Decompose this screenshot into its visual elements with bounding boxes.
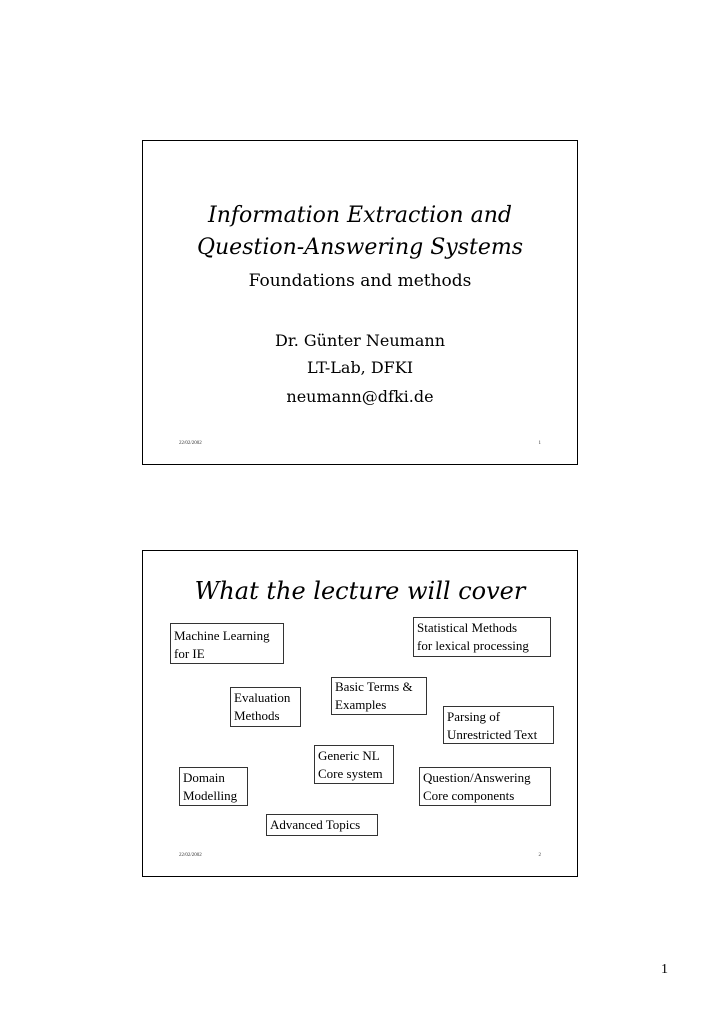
topic-box-generic-nl: Generic NL Core system: [314, 745, 394, 784]
author-name: Dr. Günter Neumann: [274, 331, 445, 350]
slide-1: [142, 140, 578, 465]
slide-2-title: What the lecture will cover: [194, 577, 526, 605]
author-email: neumann@dfki.de: [286, 387, 434, 406]
topic-box-qa-core: Question/Answering Core components: [419, 767, 551, 806]
slide-2: [142, 550, 578, 877]
topic-box-evaluation-methods: Evaluation Methods: [230, 687, 301, 727]
slide-2-footer-date: 22/02/2002: [179, 853, 202, 858]
topic-box-parsing: Parsing of Unrestricted Text: [443, 706, 554, 744]
slide-1-footer-page: 1: [538, 441, 541, 446]
slide-1-subtitle: Foundations and methods: [248, 271, 472, 291]
slide-1-title-line-2: Question-Answering Systems: [196, 235, 524, 260]
topic-box-domain-modelling: Domain Modelling: [179, 767, 248, 806]
topic-box-advanced-topics: Advanced Topics: [266, 814, 378, 836]
slide-1-title-line-1: Information Extraction and: [208, 203, 512, 228]
slide-1-footer-date: 22/02/2002: [179, 441, 202, 446]
page-number: 1: [661, 962, 668, 977]
topic-box-machine-learning: Machine Learning for IE: [170, 623, 284, 664]
slide-2-footer-page: 2: [538, 853, 541, 858]
topic-box-statistical-methods: Statistical Methods for lexical processing: [413, 617, 551, 657]
author-affiliation: LT-Lab, DFKI: [306, 358, 414, 377]
topic-box-basic-terms: Basic Terms & Examples: [331, 677, 427, 715]
